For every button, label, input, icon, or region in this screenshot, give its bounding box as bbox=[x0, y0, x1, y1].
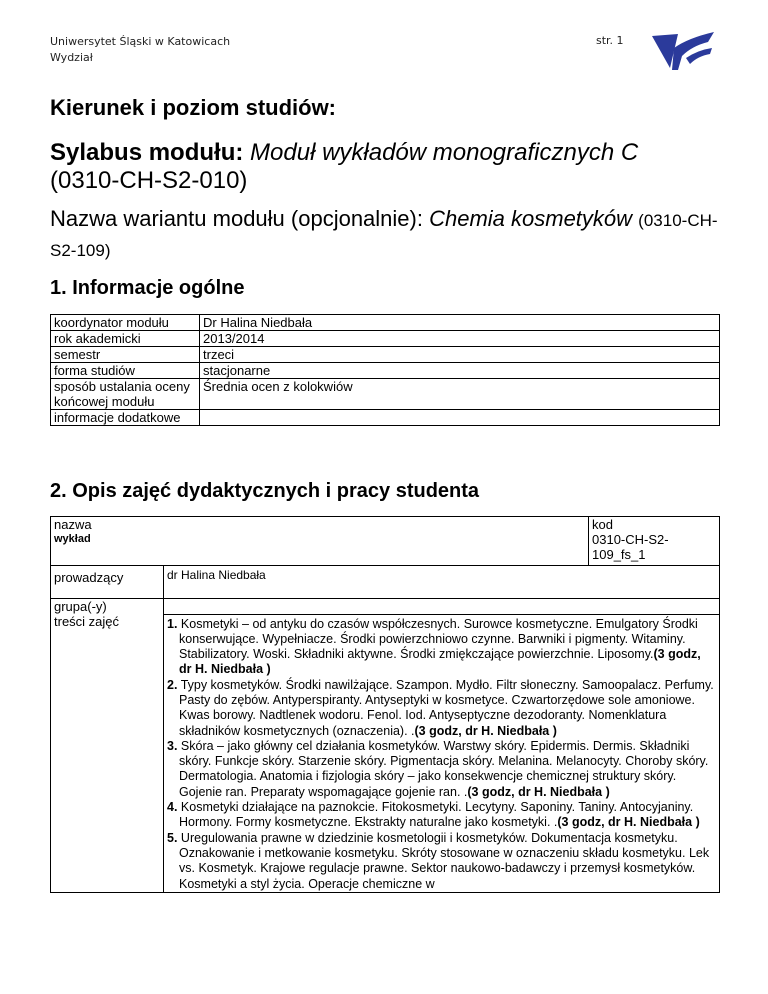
row-label: rok akademicki bbox=[51, 331, 200, 347]
row-label: informacje dodatkowe bbox=[51, 410, 200, 426]
list-item: 4. Kosmetyki działające na paznokcie. Fitokosmetyki. Lecytyny. Saponiny. Taniny. Antocyjaniny. Hormony. Formy kosmetyczne. Ekstrakty naturalne jako kosmetyki. .(3 godz, dr H. Niedbała ) bbox=[167, 800, 700, 830]
tresci-label: treści zajęć bbox=[51, 614, 164, 892]
list-item: 2. Typy kosmetyków. Środki nawilżające. Szampon. Mydło. Filtr słoneczny. Samoopalacz. Perfumy. Pasty do zębów. Antyperspiranty. Antyseptyki w kosmetyce. Czwartorzędowe sole amoniowe. Kwas borowy. Nadtlenek wodoru. Fenol. Iod. Antyseptyczne dezodoranty. Nomenklatura składników kosmetycznych (oznaczenia). .(3 godz, dr H. Niedbała ) bbox=[167, 677, 714, 738]
row-value: Dr Halina Niedbała bbox=[200, 315, 720, 331]
row-label: sposób ustalania oceny końcowej modułu bbox=[51, 379, 200, 410]
row-value: 2013/2014 bbox=[200, 331, 720, 347]
university-name: Uniwersytet Śląski w Katowicach bbox=[50, 35, 231, 48]
page-header bbox=[50, 34, 230, 66]
row-value: stacjonarne bbox=[200, 363, 720, 379]
section1-title: 1. Informacje ogólne bbox=[50, 277, 245, 299]
general-info-table bbox=[50, 314, 720, 426]
kod-label: kod bbox=[592, 517, 613, 532]
prowadzacy-label: prowadzący bbox=[51, 566, 164, 599]
page-number: str. 1 bbox=[596, 34, 624, 47]
kierunek-heading: Kierunek i poziom studiów: bbox=[50, 95, 337, 120]
table-row bbox=[51, 410, 720, 426]
wariant-code: (0310-CH-S2-109) bbox=[50, 211, 718, 260]
table-row bbox=[51, 363, 720, 379]
list-item: 5. Uregulowania prawne w dziedzinie kosmetologii i kosmetyków. Dokumentacja kosmetyku. Oznakowanie i metkowanie kosmetyku. Skróty stosowane w oznaczeniu składu kosmetyku. Lek vs. Kosmetyk. Krajowe regulacje prawne. Sektor naukowo-badawczy i przemysł kosmetyków. Kosmetyki a styl życia. Operacje chemiczne w bbox=[167, 830, 710, 891]
sylabus-name: Moduł wykładów monograficznych C bbox=[250, 139, 639, 166]
list-item: 1. Kosmetyki – od antyku do czasów współczesnych. Surowce kosmetyczne. Emulgatory Środki konserwujące. Wypełniacze. Środki powierzchniowo czynne. Barwniki i pigmenty. Witaminy. Stabilizatory. Woski. Składniki aktywne. Środki zmiękczające powierzchnie. Liposomy.(3 godz, dr H. Niedbała ) bbox=[167, 616, 701, 677]
table-row bbox=[51, 331, 720, 347]
nazwa-label: nazwa bbox=[54, 517, 92, 532]
prowadzacy-value: dr Halina Niedbała bbox=[164, 566, 720, 599]
table-row bbox=[51, 599, 720, 615]
table-row bbox=[51, 614, 720, 892]
table-row bbox=[51, 347, 720, 363]
list-item: 3. Skóra – jako główny cel działania kosmetyków. Warstwy skóry. Epidermis. Dermis. Składniki skóry. Funkcje skóry. Starzenie skóry. Pigmentacja skóry. Melanina. Melanocyty. Choroby skóry. Dermatologia. Anatomia i fizjologia skóry – jako konsekwencje chemicznej struktury skóry. Gojenie ran. Preparaty wspomagające gojenie ran. .(3 godz, dr H. Niedbała ) bbox=[167, 738, 709, 799]
sylabus-label: Sylabus modułu: bbox=[50, 139, 244, 166]
kod-value: 0310-CH-S2-109_fs_1 bbox=[592, 532, 669, 562]
grupa-label: grupa(-y) bbox=[51, 599, 164, 615]
row-value: Średnia ocen z kolokwiów bbox=[200, 379, 720, 410]
row-label: koordynator modułu bbox=[51, 315, 200, 331]
table-row bbox=[51, 315, 720, 331]
row-value: trzeci bbox=[200, 347, 720, 363]
course-table bbox=[50, 516, 720, 893]
sylabus-title bbox=[50, 139, 740, 195]
tresci-content bbox=[164, 614, 720, 892]
row-label: semestr bbox=[51, 347, 200, 363]
row-value bbox=[200, 410, 720, 426]
wariant-title bbox=[50, 205, 740, 265]
sylabus-code: (0310-CH-S2-010) bbox=[50, 167, 248, 194]
table-row bbox=[51, 566, 720, 599]
row-label: forma studiów bbox=[51, 363, 200, 379]
table-row bbox=[51, 379, 720, 410]
wariant-name: Chemia kosmetyków bbox=[429, 206, 633, 231]
section2-title: 2. Opis zajęć dydaktycznych i pracy studenta bbox=[50, 480, 480, 502]
wariant-label: Nazwa wariantu modułu (opcjonalnie): bbox=[50, 206, 423, 231]
table-row bbox=[51, 517, 720, 566]
faculty-name: Wydział bbox=[50, 51, 93, 64]
nazwa-value: wykład bbox=[54, 533, 91, 545]
university-logo-icon bbox=[648, 28, 718, 74]
